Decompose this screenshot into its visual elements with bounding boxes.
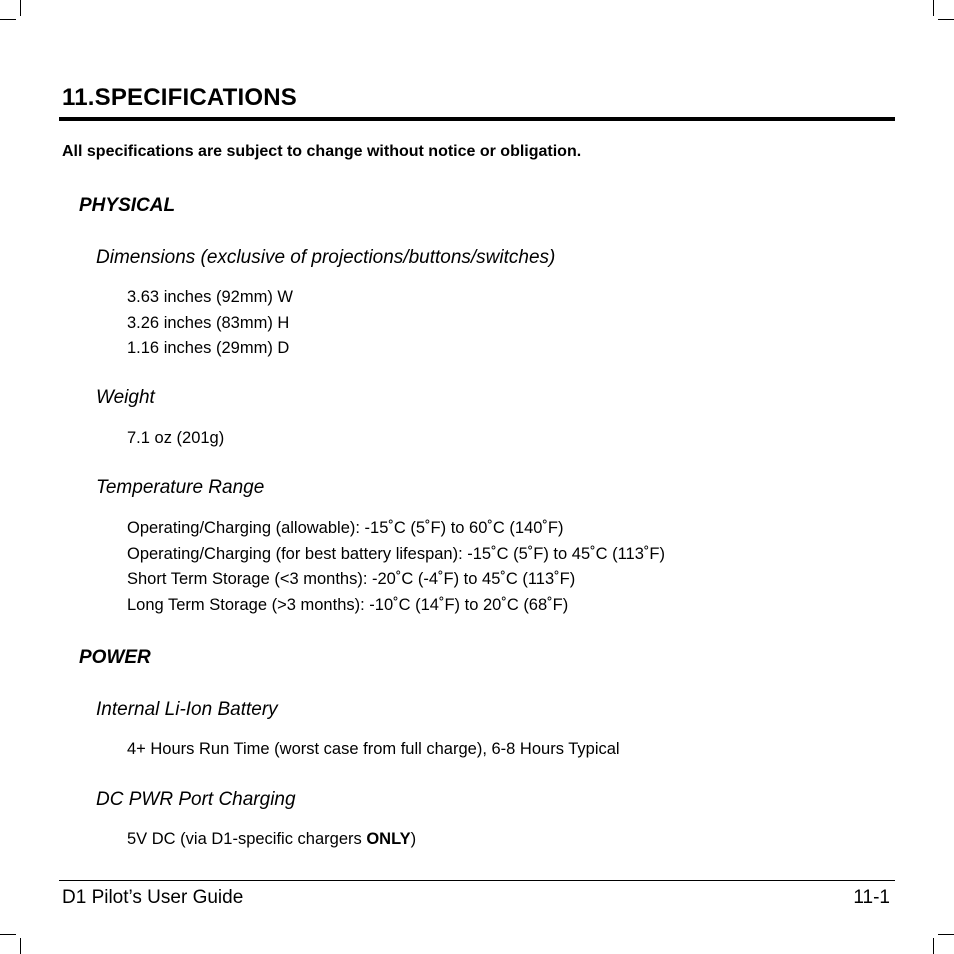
title-rule [59,117,895,121]
page-title: 11.SPECIFICATIONS [62,84,298,111]
temperature-short-term-storage: Short Term Storage (<3 months): -20˚C (-4˚F) to 45˚C (113˚F) [127,570,576,588]
dimensions-height: 3.26 inches (83mm) H [127,313,290,332]
section-heading-power: POWER [79,647,151,668]
dc-port-list [127,827,416,853]
dc-port-emphasis: ONLY [366,830,411,848]
footer-page-number: 11-1 [853,887,890,908]
subsection-heading-weight: Weight [96,387,155,408]
crop-mark-top-right-vertical [933,0,934,16]
crop-mark-top-left-horizontal [0,19,16,20]
temperature-list [127,516,665,618]
temperature-operating-best: Operating/Charging (for best battery lifespan): -15˚C (5˚F) to 45˚C (113˚F) [127,544,665,563]
temperature-long-term-storage: Long Term Storage (>3 months): -10˚C (14˚F) to 20˚C (68˚F) [127,595,569,614]
battery-list [127,737,620,763]
subsection-heading-dimensions: Dimensions (exclusive of projections/buttons/switches) [96,247,556,268]
battery-run-time: 4+ Hours Run Time (worst case from full charge), 6-8 Hours Typical [127,740,620,758]
dimensions-list [127,285,293,362]
weight-value: 7.1 oz (201g) [127,429,225,447]
dc-port-prefix: 5V DC (via D1-specific chargers [127,830,367,848]
crop-mark-bottom-right-vertical [933,938,934,954]
crop-mark-bottom-left-vertical [20,938,21,954]
specification-notice: All specifications are subject to change without notice or obligation. [62,143,582,160]
subsection-heading-battery: Internal Li-Ion Battery [96,699,278,720]
crop-mark-top-right-horizontal [938,19,954,20]
dimensions-width: 3.63 inches (92mm) W [127,288,293,306]
subsection-heading-dc-port: DC PWR Port Charging [96,789,296,810]
crop-mark-bottom-right-horizontal [938,934,954,935]
weight-list [127,426,224,452]
dc-port-charging-spec [127,827,416,853]
dc-port-suffix: ) [410,830,417,848]
temperature-operating-allowable: Operating/Charging (allowable): -15˚C (5˚F) to 60˚C (140˚F) [127,519,564,537]
section-heading-physical: PHYSICAL [79,195,176,216]
crop-mark-bottom-left-horizontal [0,934,16,935]
dimensions-depth: 1.16 inches (29mm) D [127,339,290,357]
footer-guide-title: D1 Pilot’s User Guide [62,887,244,908]
crop-mark-top-left-vertical [20,0,21,16]
footer-rule [59,880,895,881]
subsection-heading-temperature: Temperature Range [96,477,265,498]
